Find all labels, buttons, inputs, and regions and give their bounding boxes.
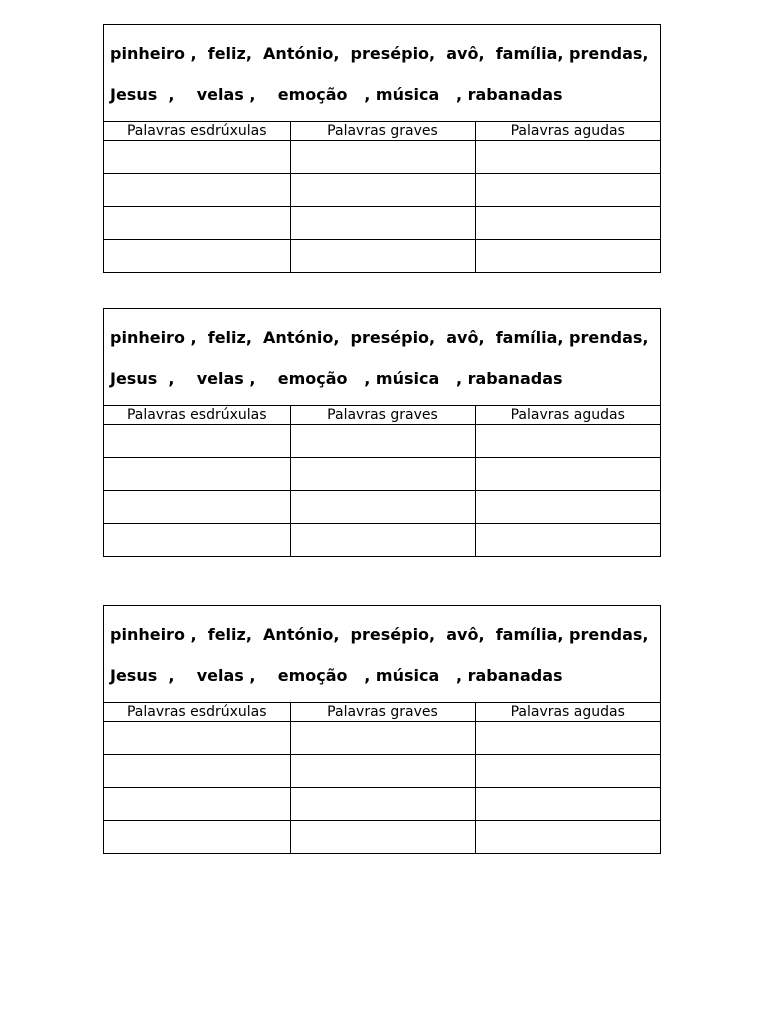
word-list-line-1: pinheiro , feliz, António, presépio, avô, família, prendas, (110, 328, 649, 347)
classification-table (104, 703, 660, 853)
answer-cell[interactable] (104, 239, 290, 272)
answer-cell[interactable] (475, 721, 660, 754)
answer-cell[interactable] (290, 490, 475, 523)
answer-cell[interactable] (104, 206, 290, 239)
answer-cell[interactable] (104, 787, 290, 820)
answer-cell[interactable] (104, 721, 290, 754)
answer-cell[interactable] (290, 140, 475, 173)
answer-row (104, 721, 660, 754)
answer-cell[interactable] (104, 490, 290, 523)
answer-cell[interactable] (290, 424, 475, 457)
answer-cell[interactable] (475, 490, 660, 523)
header-graves: Palavras graves (290, 122, 475, 140)
answer-row (104, 754, 660, 787)
header-row (104, 703, 660, 721)
answer-cell[interactable] (104, 754, 290, 787)
answer-row (104, 457, 660, 490)
answer-cell[interactable] (104, 173, 290, 206)
header-agudas: Palavras agudas (475, 406, 660, 424)
classification-table (104, 122, 660, 272)
header-graves: Palavras graves (290, 406, 475, 424)
answer-cell[interactable] (290, 721, 475, 754)
answer-cell[interactable] (104, 424, 290, 457)
answer-cell[interactable] (475, 239, 660, 272)
header-esdruxulas: Palavras esdrúxulas (104, 122, 290, 140)
word-list-box (104, 309, 660, 406)
answer-row (104, 820, 660, 853)
answer-cell[interactable] (290, 787, 475, 820)
word-list-box (104, 25, 660, 122)
answer-cell[interactable] (475, 457, 660, 490)
word-list-line-1: pinheiro , feliz, António, presépio, avô, família, prendas, (110, 44, 649, 63)
answer-row (104, 490, 660, 523)
answer-cell[interactable] (290, 754, 475, 787)
header-esdruxulas: Palavras esdrúxulas (104, 406, 290, 424)
header-agudas: Palavras agudas (475, 122, 660, 140)
word-list-line-2: Jesus , velas , emoção , música , rabanadas (110, 666, 563, 685)
answer-cell[interactable] (290, 820, 475, 853)
header-row (104, 406, 660, 424)
answer-cell[interactable] (104, 523, 290, 556)
answer-cell[interactable] (475, 754, 660, 787)
worksheet-1 (103, 24, 661, 273)
answer-cell[interactable] (290, 457, 475, 490)
answer-row (104, 424, 660, 457)
word-list-box (104, 606, 660, 703)
answer-cell[interactable] (475, 140, 660, 173)
answer-row (104, 206, 660, 239)
answer-cell[interactable] (290, 239, 475, 272)
answer-cell[interactable] (475, 424, 660, 457)
classification-table (104, 406, 660, 556)
answer-cell[interactable] (104, 457, 290, 490)
answer-cell[interactable] (104, 820, 290, 853)
answer-cell[interactable] (290, 523, 475, 556)
answer-row (104, 173, 660, 206)
answer-cell[interactable] (290, 173, 475, 206)
worksheet-3 (103, 605, 661, 854)
answer-cell[interactable] (475, 206, 660, 239)
answer-row (104, 239, 660, 272)
header-esdruxulas: Palavras esdrúxulas (104, 703, 290, 721)
answer-cell[interactable] (475, 173, 660, 206)
word-list-line-2: Jesus , velas , emoção , música , rabanadas (110, 85, 563, 104)
answer-cell[interactable] (475, 523, 660, 556)
answer-row (104, 787, 660, 820)
answer-row (104, 523, 660, 556)
answer-cell[interactable] (290, 206, 475, 239)
answer-cell[interactable] (475, 820, 660, 853)
answer-cell[interactable] (475, 787, 660, 820)
word-list-line-1: pinheiro , feliz, António, presépio, avô, família, prendas, (110, 625, 649, 644)
header-agudas: Palavras agudas (475, 703, 660, 721)
answer-cell[interactable] (104, 140, 290, 173)
answer-row (104, 140, 660, 173)
word-list-line-2: Jesus , velas , emoção , música , rabanadas (110, 369, 563, 388)
worksheet-2 (103, 308, 661, 557)
header-row (104, 122, 660, 140)
header-graves: Palavras graves (290, 703, 475, 721)
